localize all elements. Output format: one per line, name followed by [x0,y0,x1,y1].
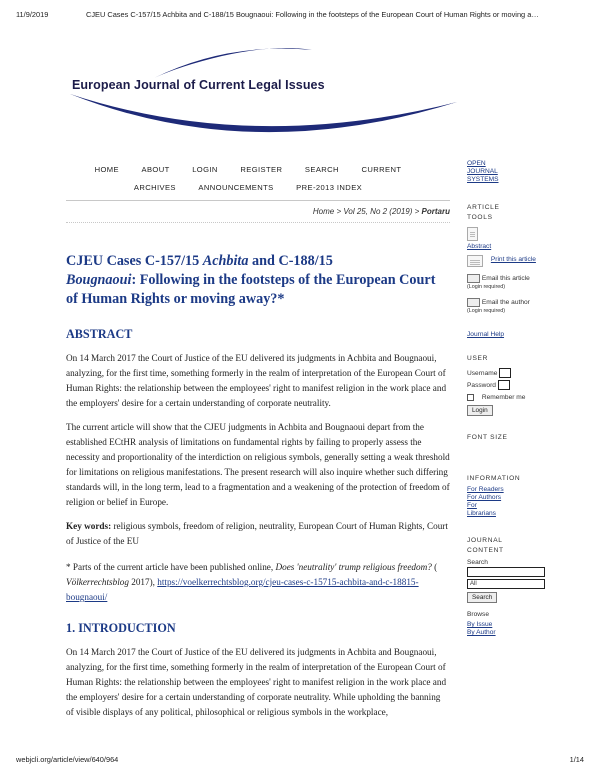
abstract-link[interactable]: Abstract [467,243,492,250]
username-label: Username [467,369,498,377]
username-input[interactable] [499,368,511,378]
breadcrumb-divider [66,222,450,223]
remember-label: Remember me [481,394,526,402]
abstract-paragraph-1: On 14 March 2017 the Court of Justice of the EU delivered its judgments in Achbita and Bougnaoui, analyzing, for the first time, something formerly in the realm of interpretation of the European Court of Human Rights: the relationship between the employees' right to manifest religion in the work place and the employers' desire for a certain understanding of corporate neutrality. [66,353,447,408]
print-page-number: 1/14 [569,755,584,764]
introduction-heading: 1. INTRODUCTION [66,621,176,635]
abstract-paragraph-2: The current article will show that the CJEU judgments in Achbita and Bougnaoui depart from the established ECtHR analysis of limitations on fundamental rights by failing to properly assess the necessity and proportionality of the interdiction on religious symbols, generally setting a weak threshold for limitations on religious manifestations. The present research will also inquire whether such differing standards will, in the long term, lead to a fragmentation and a weakening of the protection of freedom of religion or belief in Europe. [66,422,450,507]
email-article-note: (Login required) [467,284,506,290]
print-header [16,10,584,19]
information-heading: INFORMATION [467,475,521,483]
print-footer [16,755,584,764]
journal-content-heading: JOURNAL CONTENT [467,537,504,555]
breadcrumb-home[interactable]: Home [312,207,335,216]
article-title: CJEU Cases C-157/15 Achbita and C-188/15 Bougnaoui: Following in the footsteps of the European Court of Human Rights or moving away?* [66,253,436,307]
introduction-paragraph: On 14 March 2017 the Court of Justice of the EU delivered its judgments in Achbita and Bougnaoui, analyzing, for the first time, something formerly in the realm of interpretation of the European Court of Human Rights: the relationship between the employees' right to manifest religion in the work place and the employers' desire for a certain understanding of corporate neutrality. While upholding the banning of visible displays of any political, philosophical or religious symbols in the workplace, [66,647,447,717]
breadcrumb: Home > Vol 25, No 2 (2019) > Portaru [312,207,450,216]
email-author-icon [467,298,480,307]
sidebar [467,160,545,637]
search-button[interactable]: Search [467,592,497,603]
password-row [467,380,545,390]
abstract-heading: ABSTRACT [66,327,133,341]
email-article-row [467,273,545,291]
email-icon [467,274,480,283]
footnote-link[interactable]: https://voelkerrechtsblog.org/cjeu-cases-c-15715-achbita-and-c-18815-bougnaoui/ [66,577,419,602]
email-author-row [467,297,545,315]
ojs-link[interactable]: OPEN JOURNAL SYSTEMS [467,160,499,183]
username-row [467,368,545,378]
journal-help-link[interactable]: Journal Help [467,331,505,338]
nav-announcements[interactable]: ANNOUNCEMENTS [198,183,274,192]
breadcrumb-current: Portaru [421,207,450,216]
browse-by-issue-link[interactable]: By Issue [467,621,493,629]
nav-register[interactable]: REGISTER [240,165,283,174]
article-tools-heading: ARTICLE TOOLS [467,204,500,221]
login-button[interactable]: Login [467,405,493,416]
password-label: Password [467,381,496,389]
for-librarians-link[interactable]: For Librarians [467,502,496,518]
keywords: Key words: religious symbols, freedom of religion, neutrality, European Court of Human Rights, Court of Justice of the EU [66,521,448,546]
nav-login[interactable]: LOGIN [192,165,218,174]
search-scope-select[interactable]: All [467,579,545,589]
footnote: * Parts of the current article have been published online, Does 'neutrality' trump religious freedom? ( Völkerrechtsblog 2017), https://voelkerrechtsblog.org/cjeu-cases-c-15715-achbita-and-c-18815-bougnaoui/ [66,562,438,602]
nav-current[interactable]: CURRENT [361,165,402,174]
remember-row [467,394,545,401]
search-label: Search [467,559,488,567]
print-article-link[interactable]: Print this article [490,256,536,263]
nav-about[interactable]: ABOUT [141,165,170,174]
remember-checkbox[interactable] [467,394,474,401]
print-title: CJEU Cases C-157/15 Achbita and C-188/15 Bougnaoui: Following in the footsteps of the European Court of Human Rights or moving a… [86,10,539,19]
nav-search[interactable]: SEARCH [304,165,339,174]
password-input[interactable] [498,380,510,390]
email-author-link[interactable]: Email the author [481,299,530,306]
print-icon [467,255,483,267]
print-url: webjcli.org/article/view/640/964 [16,755,119,764]
browse-by-author-link[interactable]: By Author [467,629,496,637]
print-date: 11/9/2019 [16,10,49,19]
for-authors-link[interactable]: For Authors [467,494,502,502]
print-article-row [467,255,545,267]
nav-pre-2013-index[interactable]: PRE-2013 INDEX [296,183,363,192]
journal-name: European Journal of Current Legal Issues [72,78,325,92]
nav-home[interactable]: HOME [94,165,119,174]
nav-divider [66,200,450,201]
main-nav [66,161,430,197]
abstract-document-icon [467,227,478,241]
browse-label: Browse [467,611,489,619]
user-heading: USER [467,355,489,362]
nav-archives[interactable]: ARCHIVES [133,183,176,192]
breadcrumb-volume[interactable]: Vol 25, No 2 (2019) [343,207,413,216]
email-author-note: (Login required) [467,308,506,314]
font-size-heading: FONT SIZE [467,434,508,442]
article-body [66,252,450,720]
email-article-link[interactable]: Email this article [481,275,530,282]
for-readers-link[interactable]: For Readers [467,486,504,494]
search-input[interactable] [467,567,545,577]
